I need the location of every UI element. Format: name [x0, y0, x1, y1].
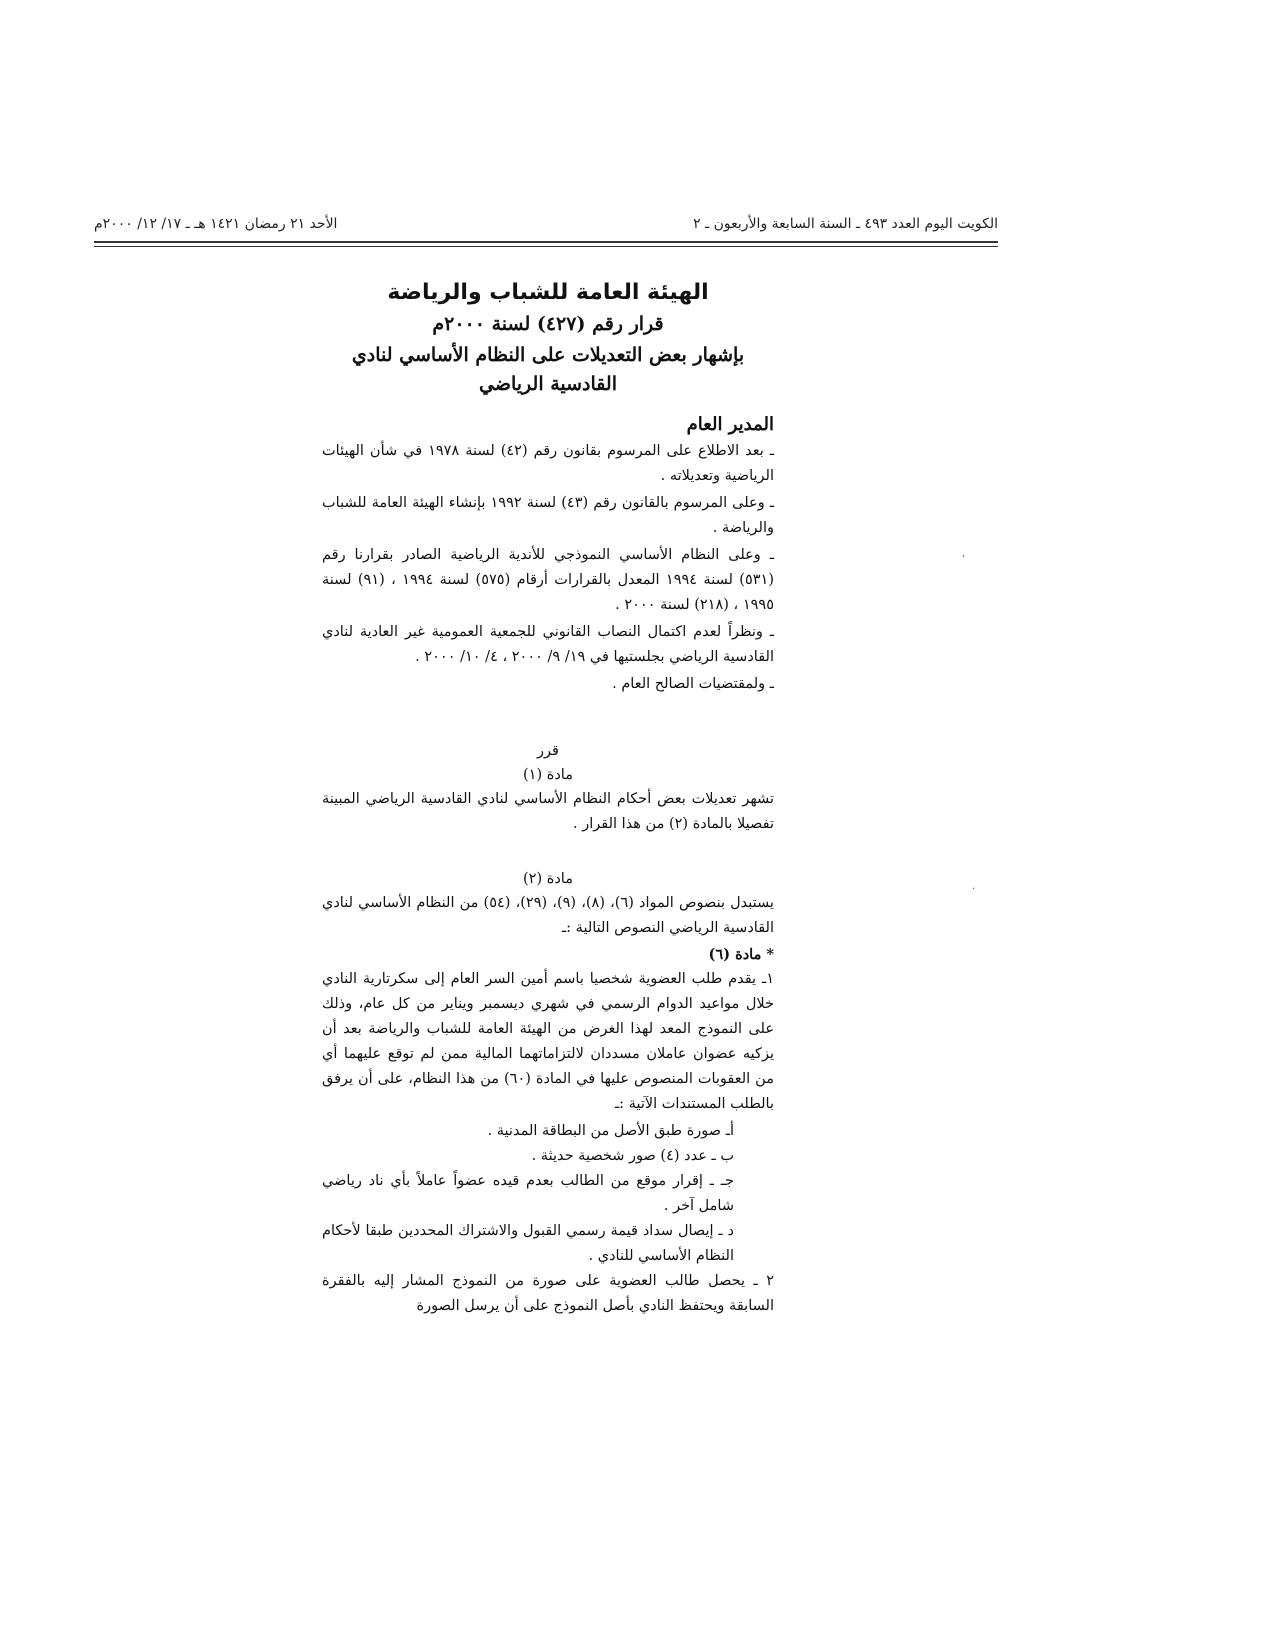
preamble-item: ـ ولمقتضيات الصالح العام . — [612, 676, 774, 692]
article-2-text: يستبدل بنصوص المواد (٦)، (٨)، (٩)، (٢٩)، (٥٤) من النظام الأساسي لنادي القادسية الرياضي النصوص التالية :ـ — [322, 895, 774, 936]
preamble-item: ـ وعلى النظام الأساسي النموذجي للأندية الرياضية الصادر بقرارنا رقم (٥٣١) لسنة ١٩٩٤ المعدل بالقرارات أرقام (٥٧٥) لسنة ١٩٩٤ ، (٩١) لسنة ١٩٩٥ ، (٢١٨) لسنة ٢٠٠٠ . — [322, 547, 774, 613]
gazette-date: الأحد ٢١ رمضان ١٤٢١ هـ ـ ١٧/ ١٢/ ٢٠٠٠م — [94, 216, 338, 232]
decision-number: قرار رقم (٤٢٧) لسنة ٢٠٠٠م — [432, 313, 664, 335]
requirement-item: د ـ إيصال سداد قيمة رسمي القبول والاشتراك المحددين طبقا لأحكام النظام الأساسي للنادي . — [322, 1223, 734, 1264]
decided-label: قرر — [537, 743, 559, 759]
scan-speck: , — [962, 548, 966, 559]
decision-body — [322, 280, 774, 1321]
article-6-clause-1: ١ـ يقدم طلب العضوية شخصيا باسم أمين السر العام إلى سكرتارية النادي خلال مواعيد الدوام الرسمي في شهري ديسمبر ويناير من كل عام، وذلك على النموذج المعد لهذا الغرض من الهيئة العامة للشباب والرياضة بعد أن يزكيه عضوان عاملان مسددان لالتزاماتهما المالية ممن لم توقع عليهما أي من العقوبات المنصوص عليها في المادة (٦٠) من هذا النظام، على أن يرفق بالطلب المستندات الآتية :ـ — [322, 971, 774, 1112]
requirement-item: جـ ـ إقرار موقع من الطالب بعدم قيده عضواً عاملاً بأي ناد رياضي شامل آخر . — [322, 1173, 734, 1214]
gazette-header — [94, 216, 998, 238]
preamble-item: ـ ونظراً لعدم اكتمال النصاب القانوني للجمعية العمومية غير العادية لنادي القادسية الرياضي بجلستيها في ١٩/ ٩/ ٢٠٠٠ ، ٤/ ١٠/ ٢٠٠٠ . — [322, 624, 774, 665]
preamble-item: ـ وعلى المرسوم بالقانون رقم (٤٣) لسنة ١٩٩٢ بإنشاء الهيئة العامة للشباب والرياضة . — [322, 495, 775, 536]
director-general: المدير العام — [686, 414, 774, 435]
preamble-item: ـ بعد الاطلاع على المرسوم بقانون رقم (٤٢) لسنة ١٩٧٨ في شأن الهيئات الرياضية وتعديلاته . — [322, 443, 774, 484]
article-1-text: تشهر تعديلات بعض أحكام النظام الأساسي لنادي القادسية الرياضي المبينة تفصيلا بالمادة (٢) من هذا القرار . — [322, 791, 774, 832]
issuing-authority: الهيئة العامة للشباب والرياضة — [387, 280, 709, 305]
article-2-heading: مادة (٢) — [523, 871, 573, 887]
gazette-issue: الكويت اليوم العدد ٤٩٣ ـ السنة السابعة والأربعون ـ ٢ — [693, 216, 998, 232]
article-6-heading: * مادة (٦) — [708, 946, 774, 963]
scan-speck: · — [972, 884, 976, 895]
decision-subject: بإشهار بعض التعديلات على النظام الأساسي لنادي القادسية الرياضي — [351, 344, 745, 395]
requirement-item: ب ـ عدد (٤) صور شخصية حديثة . — [531, 1148, 734, 1164]
article-6-clause-2: ٢ ـ يحصل طالب العضوية على صورة من النموذج المشار إليه بالفقرة السابقة ويحتفظ النادي بأصل النموذج على أن يرسل الصورة — [322, 1273, 774, 1314]
article-1-heading: مادة (١) — [523, 767, 573, 783]
header-divider — [94, 241, 998, 247]
requirement-item: أـ صورة طبق الأصل من البطاقة المدنية . — [487, 1123, 734, 1139]
